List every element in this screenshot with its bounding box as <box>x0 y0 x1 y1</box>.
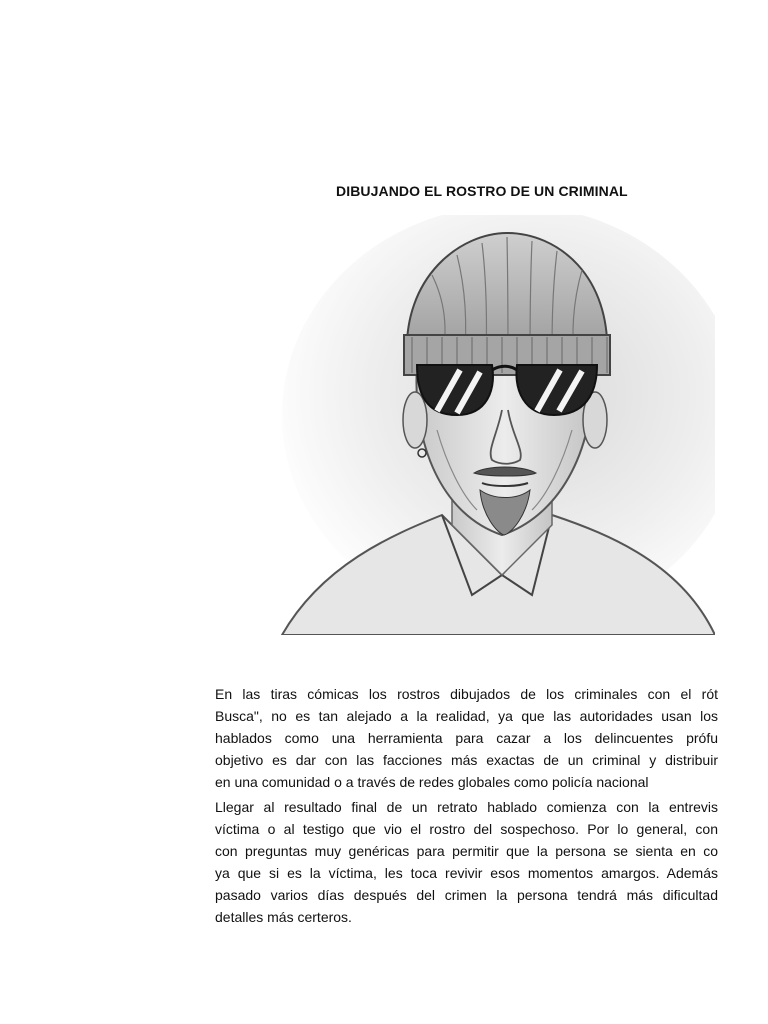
paragraph-line: En las tiras cómicas los rostros dibujados de los criminales con el rót <box>215 686 718 702</box>
paragraph-line: pasado varios días después del crimen la persona tendrá más dificultad <box>215 887 718 903</box>
left-ear <box>403 392 427 448</box>
paragraph-line: hablados como una herramienta para cazar a los delincuentes prófu <box>215 730 718 746</box>
paragraph-1 <box>215 683 718 793</box>
paragraph-2 <box>215 796 718 928</box>
document-title: DIBUJANDO EL ROSTRO DE UN CRIMINAL <box>336 183 628 199</box>
paragraph-line: objetivo es dar con las facciones más exactas de un criminal y distribuir <box>215 752 718 768</box>
paragraph-line: detalles más certeros. <box>215 909 352 925</box>
paragraph-line: en una comunidad o a través de redes globales como policía nacional <box>215 774 649 790</box>
paragraph-line: Busca", no es tan alejado a la realidad, ya que las autoridades usan los <box>215 708 718 724</box>
paragraph-line: ya que si es la víctima, les toca revivir esos momentos amargos. Además <box>215 865 718 881</box>
paragraph-line: Llegar al resultado final de un retrato hablado comienza con la entrevis <box>215 799 718 815</box>
paragraph-line: con preguntas muy genéricas para permitir que la persona se sienta en co <box>215 843 718 859</box>
criminal-sketch-portrait <box>212 215 715 635</box>
paragraph-line: víctima o al testigo que vio el rostro del sospechoso. Por lo general, con <box>215 821 718 837</box>
